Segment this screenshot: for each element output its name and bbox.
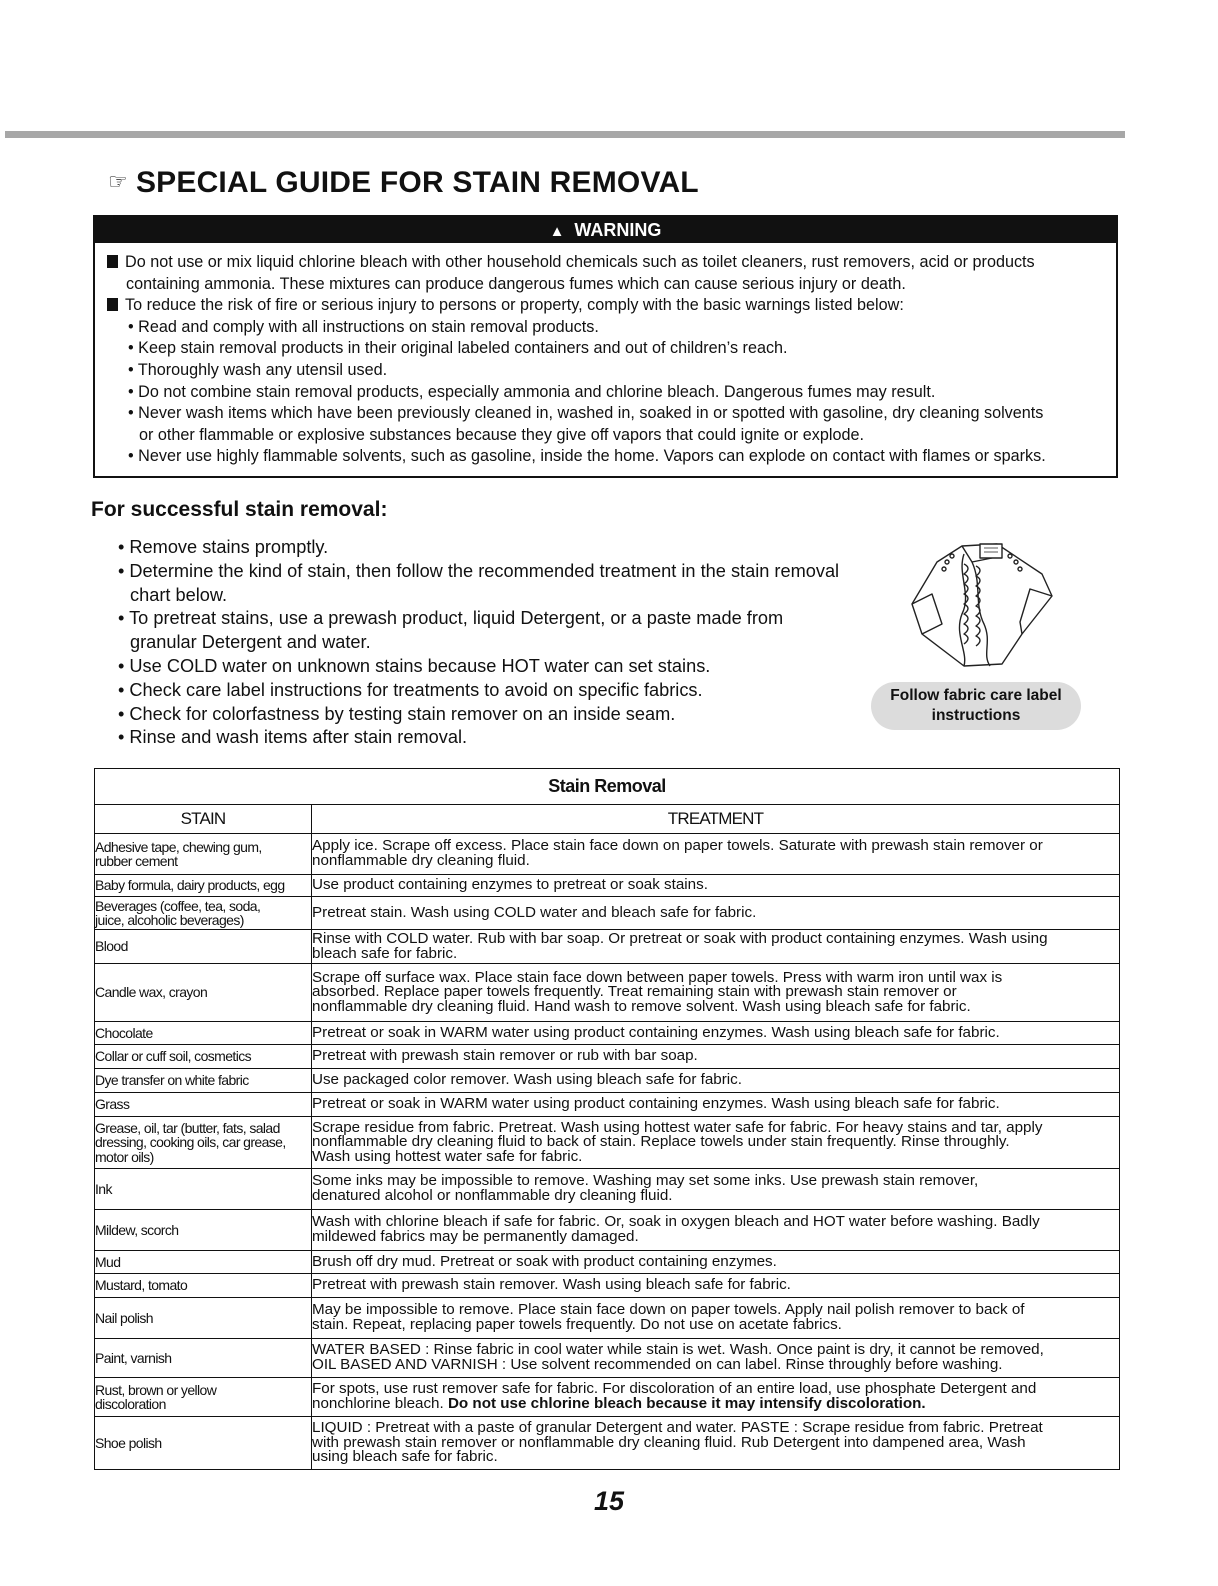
treatment-cell: For spots, use rust remover safe for fabric. For discoloration of an entire load, use phosphate Detergent and nonchlorine bleach. Do not use chlorine bleach because it may intensify discoloration.	[312, 1378, 1120, 1417]
treatment-cell: Pretreat or soak in WARM water using product containing enzymes. Wash using bleach safe for fabric.	[312, 1093, 1120, 1117]
stain-cell: Dye transfer on white fabric	[95, 1069, 312, 1093]
stain-cell: Chocolate	[95, 1022, 312, 1045]
stain-cell: Candle wax, crayon	[95, 964, 312, 1022]
table-row	[95, 1117, 1120, 1169]
stain-cell: Blood	[95, 930, 312, 964]
stain-cell: Adhesive tape, chewing gum, rubber cement	[95, 834, 312, 875]
stain-cell: Shoe polish	[95, 1417, 312, 1470]
treatment-cell: Pretreat or soak in WARM water using product containing enzymes. Wash using bleach safe for fabric.	[312, 1022, 1120, 1045]
treatment-cell: Wash with chlorine bleach if safe for fabric. Or, soak in oxygen bleach and HOT water before washing. Badly mildewed fabrics may be permanently damaged.	[312, 1210, 1120, 1251]
treatment-cell: Scrape off surface wax. Place stain face down between paper towels. Press with warm iron until wax is absorbed. Replace paper towels frequently. Treat remaining stain with prewash stain remover or nonflammable dry cleaning fluid. Hand wash to remove solvent. Wash using bleach safe for fabric.	[312, 964, 1120, 1022]
warning-header: ▲ WARNING	[95, 217, 1116, 243]
stain-cell: Ink	[95, 1169, 312, 1210]
warning-triangle-icon: ▲	[549, 223, 565, 240]
stain-cell: Beverages (coffee, tea, soda, juice, alcoholic beverages)	[95, 897, 312, 930]
stain-cell: Nail polish	[95, 1298, 312, 1339]
tips-list: • Remove stains promptly. • Determine the kind of stain, then follow the recommended treatment in the stain removal chart below. • To pretreat stains, use a prewash product, liquid Detergent, or a paste made from granular Detergent and water. • Use COLD water on unknown stains because HOT water can set stains. • Check care label instructions for treatments to avoid on specific fabrics. • Check for colorfastness by testing stain remover on an inside seam. • Rinse and wash items after stain removal.	[118, 536, 839, 750]
treatment-cell: Some inks may be impossible to remove. Washing may set some inks. Use prewash stain remover, denatured alcohol or nonflammable dry cleaning fluid.	[312, 1169, 1120, 1210]
table-row	[95, 1045, 1120, 1069]
table-row	[95, 1417, 1120, 1470]
square-bullet-icon	[107, 298, 118, 311]
treatment-cell: Apply ice. Scrape off excess. Place stain face down on paper towels. Saturate with prewash stain remover or nonflammable dry cleaning fluid.	[312, 834, 1120, 875]
square-bullet-icon	[107, 255, 118, 268]
treatment-cell: Brush off dry mud. Pretreat or soak with product containing enzymes.	[312, 1251, 1120, 1274]
table-row	[95, 1069, 1120, 1093]
treatment-cell: Use packaged color remover. Wash using bleach safe for fabric.	[312, 1069, 1120, 1093]
table-row	[95, 1022, 1120, 1045]
column-header-treatment: TREATMENT	[312, 805, 1120, 834]
treatment-cell: Scrape residue from fabric. Pretreat. Wash using hottest water safe for fabric. For heavy stains and tar, apply nonflammable dry cleaning fluid to back of stain. Replace towels under stain frequently. Rinse throughly. Wash using hottest water safe for fabric.	[312, 1117, 1120, 1169]
stain-removal-table	[94, 768, 1120, 1470]
care-label-caption: Follow fabric care label instructions	[871, 682, 1081, 730]
pointing-hand-icon: ☞	[108, 169, 128, 194]
table-row	[95, 875, 1120, 897]
list-item: • Check for colorfastness by testing stain remover on an inside seam.	[118, 703, 676, 724]
page-title: ☞ SPECIAL GUIDE FOR STAIN REMOVAL	[108, 166, 699, 199]
table-row	[95, 834, 1120, 875]
list-item: • Remove stains promptly.	[118, 537, 329, 557]
list-item: • Use COLD water on unknown stains because HOT water can set stains.	[118, 655, 711, 676]
table-row	[95, 1274, 1120, 1298]
stain-cell: Grass	[95, 1093, 312, 1117]
table-row	[95, 1339, 1120, 1378]
list-item: • Check care label instructions for treatments to avoid on specific fabrics.	[118, 679, 703, 700]
treatment-cell: Rinse with COLD water. Rub with bar soap. Or pretreat or soak with product containing enzymes. Wash using bleach safe for fabric.	[312, 930, 1120, 964]
stain-cell: Mustard, tomato	[95, 1274, 312, 1298]
table-title: Stain Removal	[95, 769, 1120, 805]
stain-cell: Mildew, scorch	[95, 1210, 312, 1251]
warning-box	[93, 215, 1118, 478]
stain-cell: Baby formula, dairy products, egg	[95, 875, 312, 897]
table-row	[95, 964, 1120, 1022]
stain-cell: Mud	[95, 1251, 312, 1274]
shirt-care-label-icon	[902, 534, 1062, 674]
treatment-cell: WATER BASED : Rinse fabric in cool water while stain is wet. Wash. Once paint is dry, it cannot be removed, OIL BASED AND VARNISH : Use solvent recommended on can label. Rinse throughly before washing.	[312, 1339, 1120, 1378]
top-divider	[5, 131, 1125, 138]
list-item: • Rinse and wash items after stain removal.	[118, 727, 468, 748]
stain-cell: Grease, oil, tar (butter, fats, salad dressing, cooking oils, car grease, motor oils)	[95, 1117, 312, 1169]
list-item: • Determine the kind of stain, then follow the recommended treatment in the stain removal	[118, 560, 840, 581]
table-row	[95, 1298, 1120, 1339]
stain-cell: Collar or cuff soil, cosmetics	[95, 1045, 312, 1069]
column-header-stain: STAIN	[95, 805, 312, 834]
stain-cell: Paint, varnish	[95, 1339, 312, 1378]
treatment-cell: Use product containing enzymes to pretreat or soak stains.	[312, 875, 1120, 897]
table-row	[95, 1093, 1120, 1117]
treatment-cell: LIQUID : Pretreat with a paste of granular Detergent and water. PASTE : Scrape residue from fabric. Pretreat with prewash stain remover or nonflammable dry cleaning fluid. Rub Detergent into dampened area, Wash using bleach safe for fabric.	[312, 1417, 1120, 1470]
table-row	[95, 930, 1120, 964]
tips-heading: For successful stain removal:	[91, 498, 388, 521]
table-row	[95, 897, 1120, 930]
page-number: 15	[593, 1486, 625, 1516]
treatment-cell: May be impossible to remove. Place stain face down on paper towels. Apply nail polish remover to back of stain. Repeat, replacing paper towels frequently. Do not use on acetate fabrics.	[312, 1298, 1120, 1339]
table-row	[95, 1169, 1120, 1210]
treatment-cell: Pretreat stain. Wash using COLD water and bleach safe for fabric.	[312, 897, 1120, 930]
warning-body: Do not use or mix liquid chlorine bleach with other household chemicals such as toilet cleaners, rust removers, acid or products containing ammonia. These mixtures can produce dangerous fumes which can cause serious injury or death. To reduce the risk of fire or serious injury to persons or property, comply with the basic warnings listed below: • Read and comply with all instructions on stain removal products. • Keep stain removal products in their original labeled containers and out of children’s reach. • Thoroughly wash any utensil used. • Do not combine stain removal products, especially ammonia and chlorine bleach. Dangerous fumes may result. • Never wash items which have been previously cleaned in, washed in, soaked in or spotted with gasoline, dry cleaning solvents or other flammable or explosive substances because they give off vapors that could ignite or explode. • Never use highly flammable solvents, such as gasoline, inside the home. Vapors can explode on contact with flames or sparks.	[95, 243, 1116, 468]
table-row	[95, 1210, 1120, 1251]
stain-cell: Rust, brown or yellow discoloration	[95, 1378, 312, 1417]
table-row	[95, 1378, 1120, 1417]
table-row	[95, 1251, 1120, 1274]
treatment-cell: Pretreat with prewash stain remover or rub with bar soap.	[312, 1045, 1120, 1069]
list-item: • To pretreat stains, use a prewash product, liquid Detergent, or a paste made from	[118, 608, 784, 629]
treatment-cell: Pretreat with prewash stain remover. Wash using bleach safe for fabric.	[312, 1274, 1120, 1298]
